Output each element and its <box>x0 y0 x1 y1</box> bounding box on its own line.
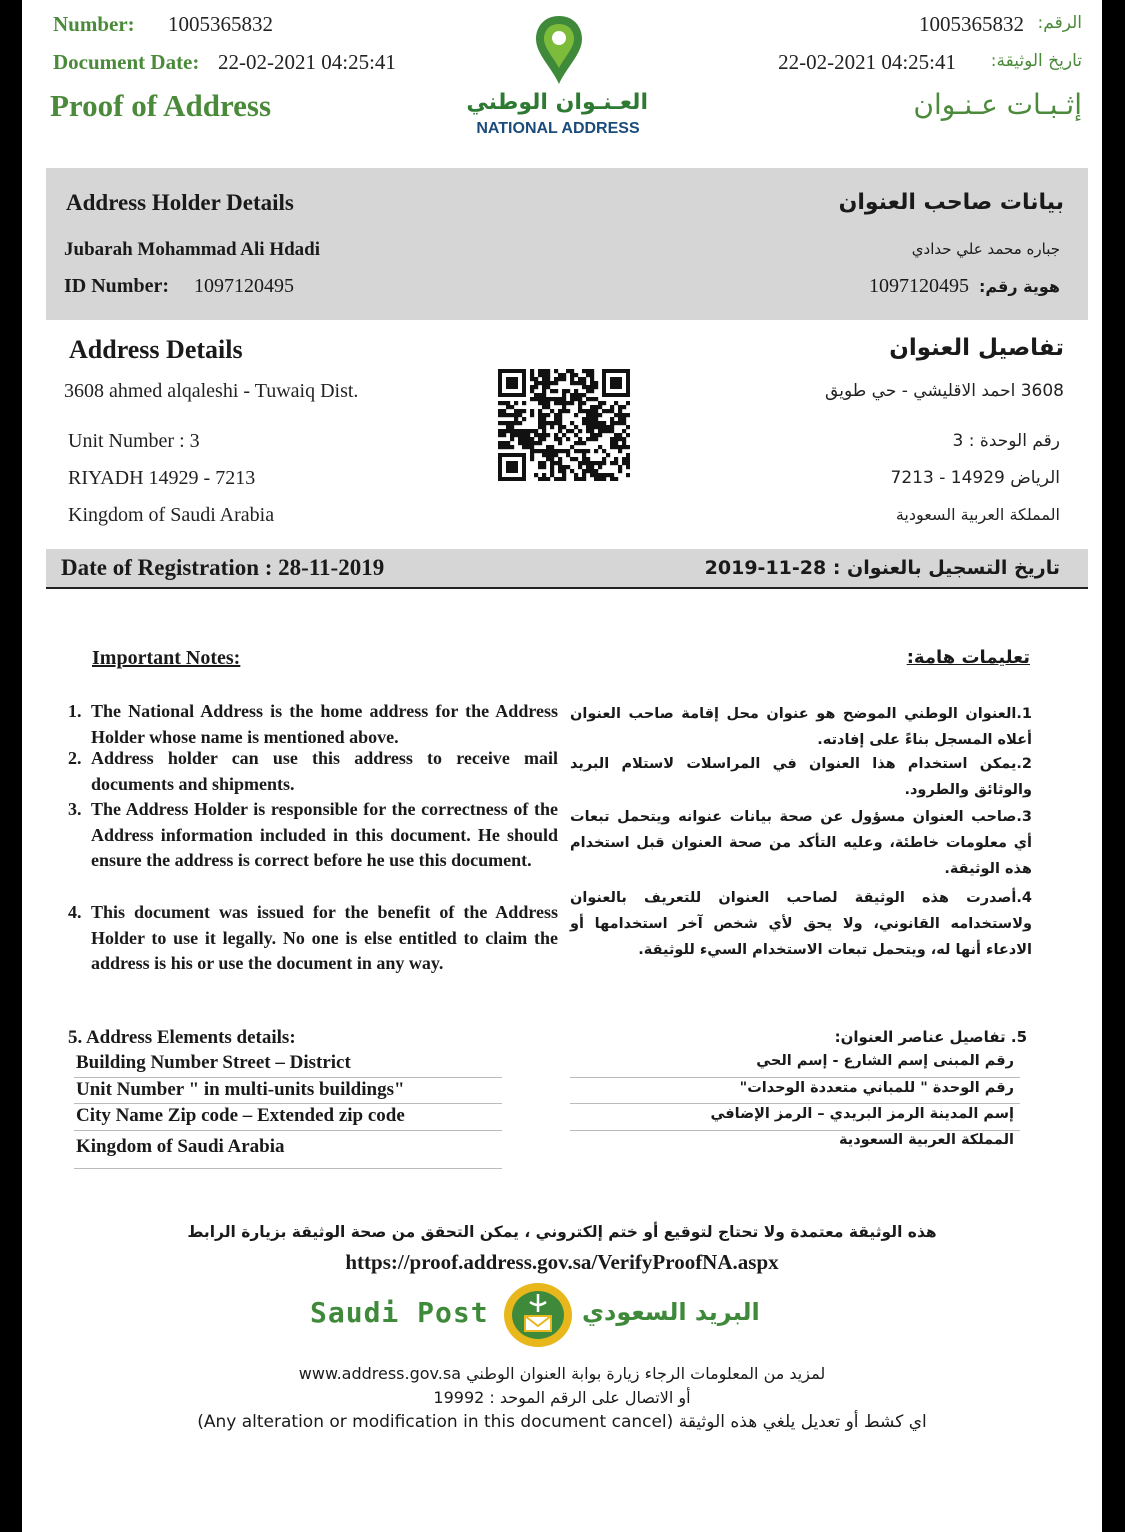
note-number: 1. <box>68 701 82 721</box>
page-title-en: Proof of Address <box>50 88 272 123</box>
address-line-city: RIYADH 14929 - 7213 <box>68 467 256 489</box>
note-item-1-ar: 1.العنوان الوطني الموضح هو عنوان محل إقامة صاحب العنوان أعلاه المسجل بناءً على إفادته. <box>570 706 1032 748</box>
saudi-post-emblem-icon <box>500 1280 576 1350</box>
element-unit-ar: رقم الوحدة " للمباني متعددة الوحدات" <box>739 1080 1014 1096</box>
note-item-1 <box>68 699 558 750</box>
number-value-ar: 1005365832 <box>919 12 1024 36</box>
number-label-ar: الرقم: <box>1037 13 1082 33</box>
holder-heading-ar: بيانات صاحب العنوان <box>838 190 1064 215</box>
note-number: 3. <box>68 799 82 819</box>
info-portal-line: لمزيد من المعلومات الرجاء زيارة بوابة العنوان الوطني www.address.gov.sa <box>298 1364 826 1383</box>
elements-heading-ar: 5. تفاصيل عناصر العنوان: <box>834 1028 1027 1046</box>
element-country-ar: المملكة العربية السعودية <box>839 1132 1014 1148</box>
address-line-street: 3608 ahmed alqaleshi - Tuwaiq Dist. <box>64 380 359 402</box>
element-unit: Unit Number " in multi-units buildings" <box>76 1079 405 1100</box>
note-text: The Address Holder is responsible for the correctness of the Address information included in this document. He should ensure the address is correct before he use this document. <box>91 799 558 870</box>
element-building: Building Number Street – District <box>76 1052 351 1073</box>
saudi-post-text-en: Saudi Post <box>310 1296 489 1329</box>
note-item-2 <box>68 746 558 797</box>
divider <box>74 1130 502 1131</box>
address-line-city-ar: الرياض 14929 - 7213 <box>890 468 1060 488</box>
element-building-ar: رقم المبنى إسم الشارع - إسم الحي <box>756 1053 1014 1069</box>
important-notes-heading: Important Notes: <box>92 647 241 669</box>
verification-note-ar: هذه الوثيقة معتمدة ولا تحتاج لتوقيع أو ختم إلكتروني ، يمكن التحقق من صحة الوثيقة بزيارة الرابط <box>187 1223 937 1241</box>
address-heading-en: Address Details <box>69 335 243 364</box>
id-number-value: 1097120495 <box>194 275 294 297</box>
divider <box>74 1103 502 1104</box>
document-page <box>22 0 1102 1532</box>
note-item-4 <box>68 900 558 977</box>
note-item-3 <box>68 797 558 874</box>
verification-link[interactable]: https://proof.address.gov.sa/VerifyProofNA.aspx <box>345 1250 779 1274</box>
logo-text-ar: العـنـوان الوطني <box>466 90 648 115</box>
note-number: 4. <box>68 902 82 922</box>
document-date-value: 22-02-2021 04:25:41 <box>218 50 396 74</box>
divider <box>570 1077 1020 1078</box>
holder-heading-en: Address Holder Details <box>66 190 294 215</box>
number-value: 1005365832 <box>168 12 273 36</box>
note-number: 2. <box>68 748 82 768</box>
note-text: Address holder can use this address to receive mail documents and shipments. <box>91 748 558 794</box>
divider <box>570 1103 1020 1104</box>
address-line-street-ar: 3608 احمد الاقليشي - حي طويق <box>825 381 1064 401</box>
registration-date-en: Date of Registration : 28-11-2019 <box>61 555 385 580</box>
element-city: City Name Zip code – Extended zip code <box>76 1105 405 1126</box>
note-item-2-ar: 2.يمكن استخدام هذا العنوان في المراسلات لاستلام البريد والوثائق والطرود. <box>570 756 1032 798</box>
document-date-label: Document Date: <box>53 50 200 74</box>
id-number-label-ar: هوية رقم: <box>978 277 1060 296</box>
alteration-warning: اي كشط أو تعديل يلغي هذه الوثيقة (Any alteration or modification in this document cancel) <box>197 1412 927 1432</box>
page-title-ar: إثـبـات عـنـوان <box>913 88 1082 121</box>
document-date-label-ar: تاريخ الوثيقة: <box>990 51 1082 71</box>
important-notes-heading-ar: تعليمات هامة: <box>906 647 1030 668</box>
divider <box>74 1077 502 1078</box>
note-text: This document was issued for the benefit of the Address Holder to use it legally. No one is else entitled to claim the address is his or use the document in any way. <box>91 902 558 973</box>
saudi-post-text-ar: البريد السعودي <box>582 1298 760 1326</box>
national-address-logo-icon <box>534 14 584 86</box>
element-city-ar: إسم المدينة الرمز البريدي – الرمز الإضافي <box>710 1106 1014 1122</box>
element-country: Kingdom of Saudi Arabia <box>76 1136 285 1157</box>
address-line-country-ar: المملكة العربية السعودية <box>895 505 1060 524</box>
address-line-unit-ar: رقم الوحدة : 3 <box>952 431 1060 451</box>
document-date-value-ar: 22-02-2021 04:25:41 <box>778 50 956 74</box>
address-line-country: Kingdom of Saudi Arabia <box>68 504 275 526</box>
qr-code-icon <box>498 369 630 481</box>
note-text: The National Address is the home address for the Address Holder whose name is mentioned above. <box>91 701 558 747</box>
info-phone-line: أو الاتصال على الرقم الموحد : 19992 <box>433 1388 691 1407</box>
number-label: Number: <box>53 12 135 36</box>
id-number-value-ar: 1097120495 <box>869 275 969 297</box>
address-heading-ar: تفاصيل العنوان <box>889 335 1064 361</box>
id-number-label: ID Number: <box>64 275 169 297</box>
note-item-3-ar: 3.صاحب العنوان مسؤول عن صحة بيانات عنوانه ويتحمل تبعات أي معلومات خاطئة، وعليه التأكد من صحة العنوان قبل استخدام هذه الوثيقة. <box>570 809 1032 877</box>
divider <box>570 1130 1020 1131</box>
holder-name-en: Jubarah Mohammad Ali Hdadi <box>64 239 321 260</box>
elements-heading-en: 5. Address Elements details: <box>68 1027 296 1048</box>
note-item-4-ar: 4.أصدرت هذه الوثيقة لصاحب العنوان للتعريف بالعنوان ولاستخدامه القانوني، ولا يحق لأي شخص آخر استخدامها أو الادعاء أنها له، ويتحمل تبعات الاستخدام السيء للوثيقة. <box>570 890 1032 958</box>
holder-name-ar: جباره محمد علي حدادي <box>911 240 1060 258</box>
logo-text-en: NATIONAL ADDRESS <box>476 120 640 137</box>
divider <box>74 1168 502 1169</box>
address-line-unit: Unit Number : 3 <box>68 430 200 452</box>
registration-date-ar: تاريخ التسجيل بالعنوان : 28-11-2019 <box>704 557 1060 579</box>
